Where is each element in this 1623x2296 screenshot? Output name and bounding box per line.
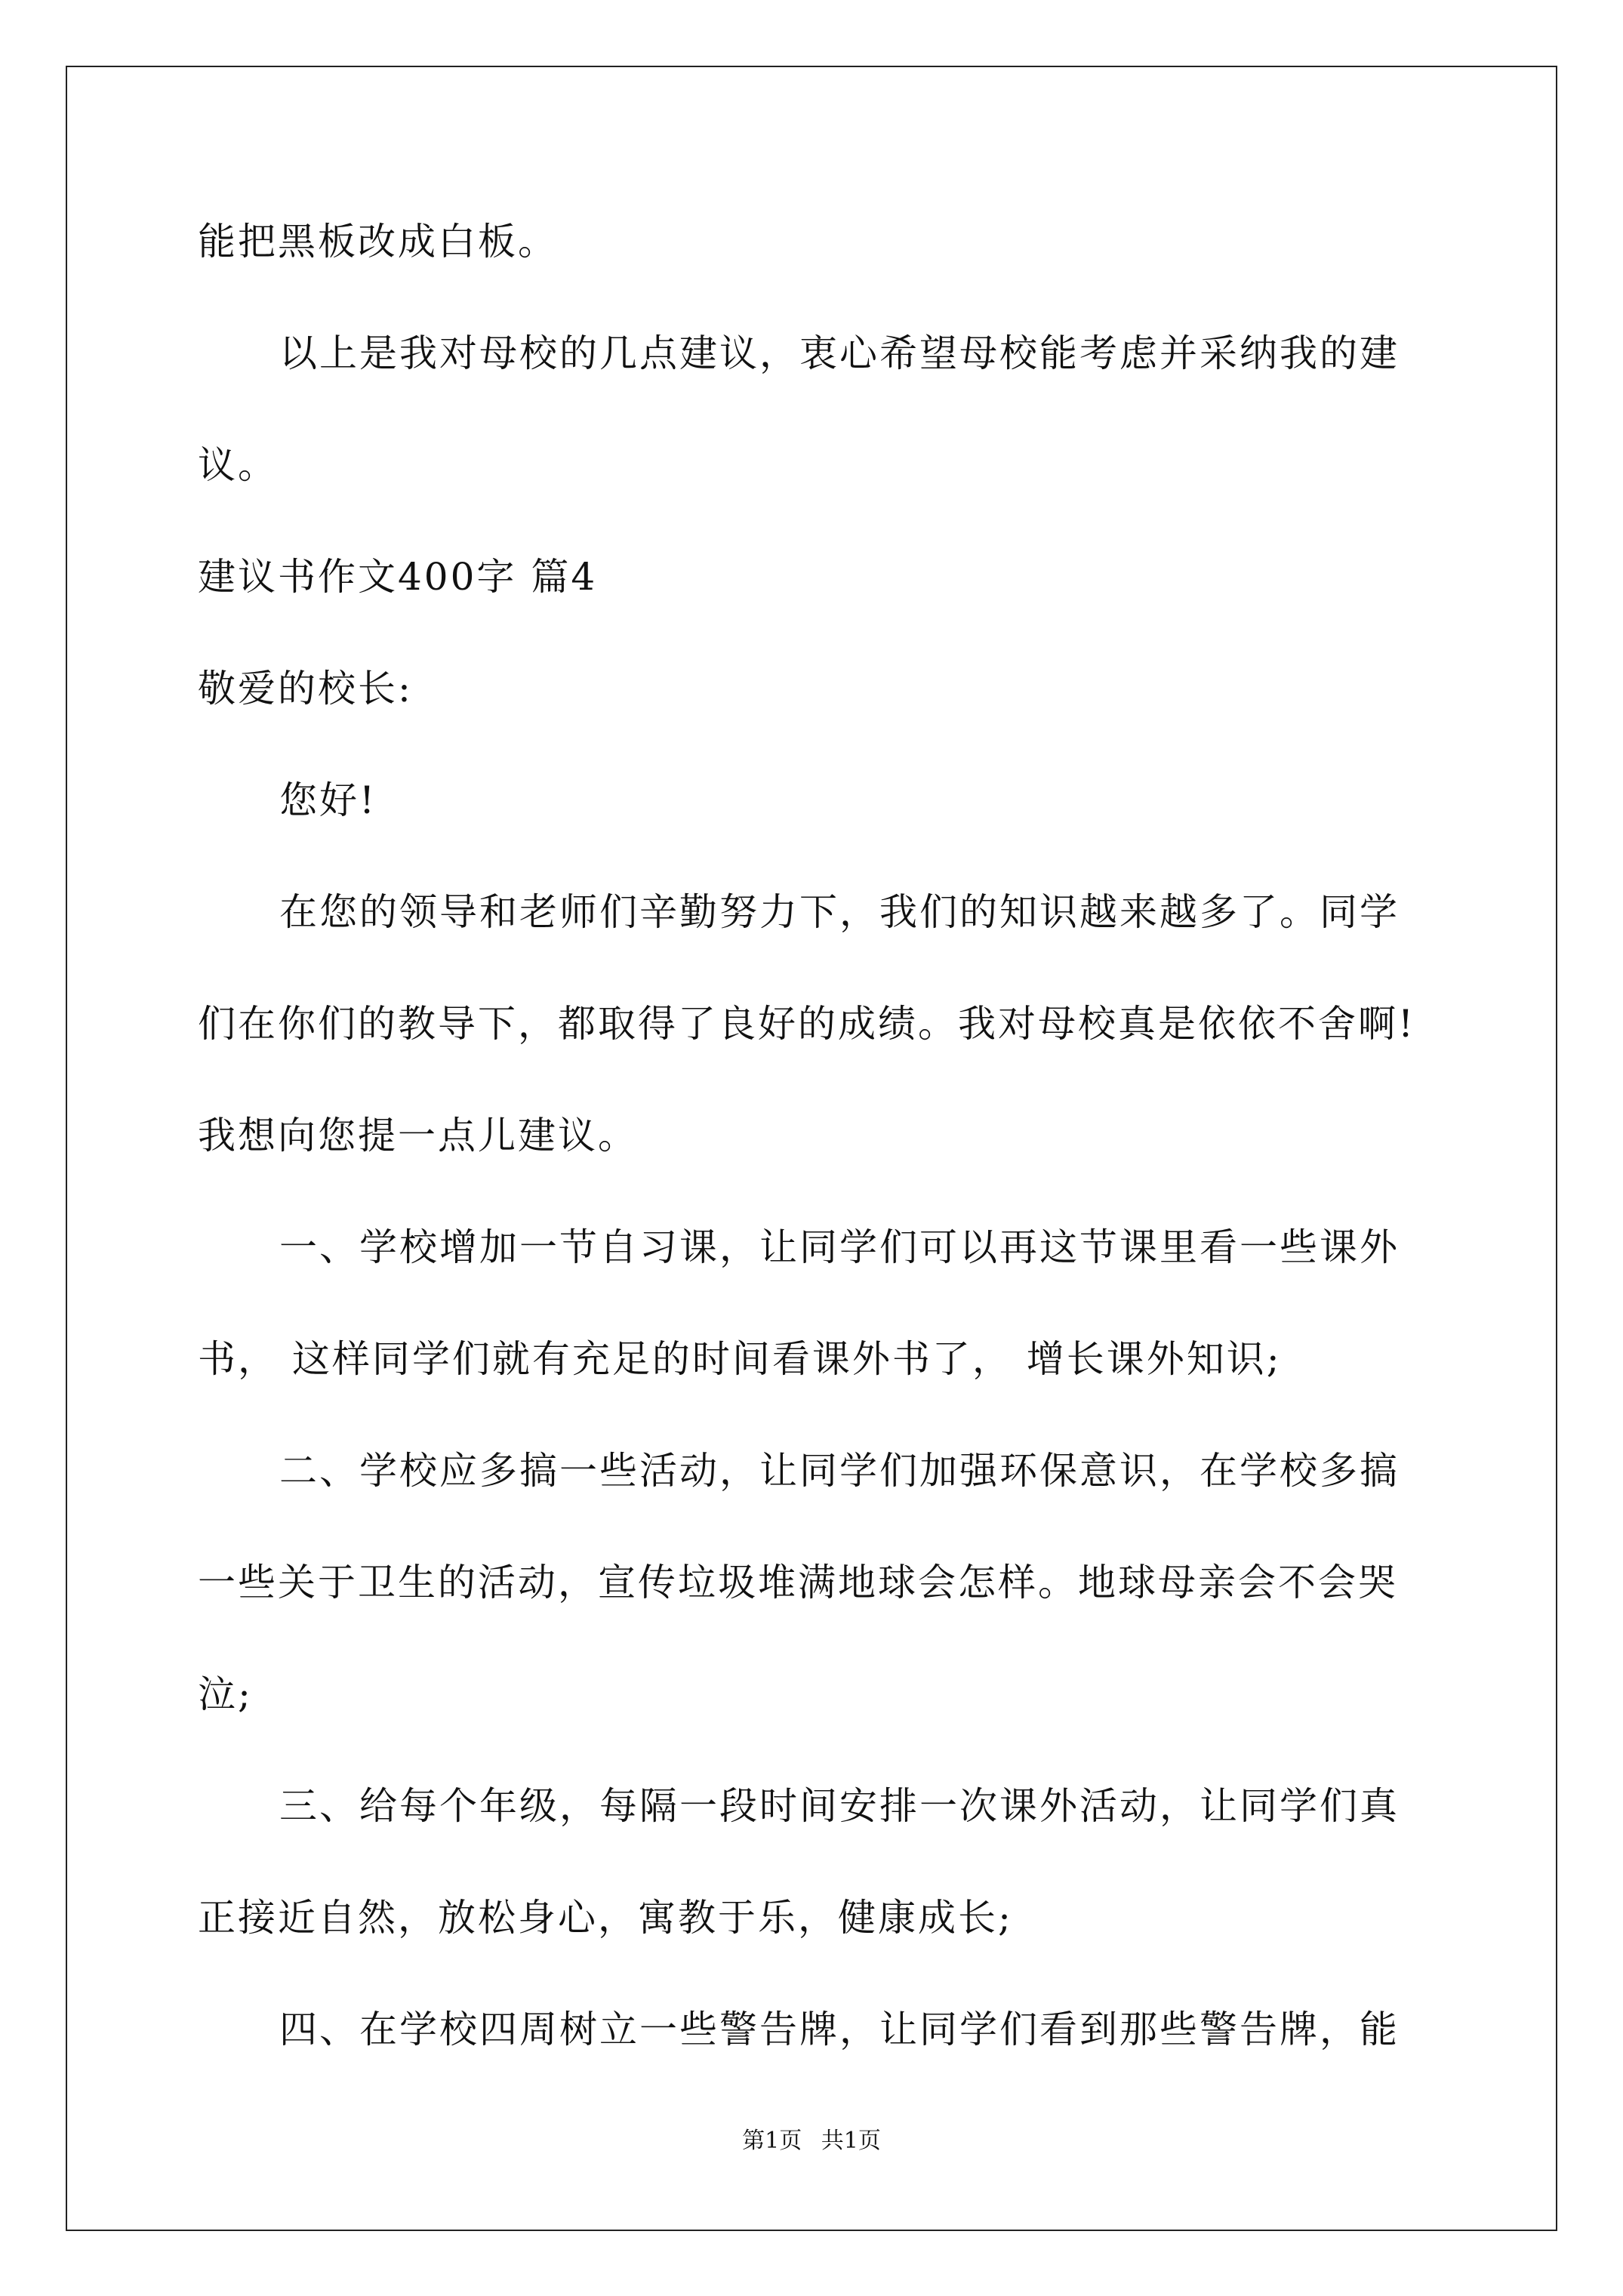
paragraph-line: 一、学校增加一节自习课，让同学们可以再这节课里看一些课外 bbox=[279, 1225, 1400, 1269]
paragraph-line: 在您的领导和老师们辛勤努力下，我们的知识越来越多了。同学 bbox=[279, 890, 1400, 934]
paragraph-line: 四、在学校四周树立一些警告牌，让同学们看到那些警告牌，能 bbox=[279, 2008, 1400, 2051]
text-line: 我想向您提一点儿建议。 bbox=[198, 1114, 638, 1157]
text-line: 们在你们的教导下，都取得了良好的成绩。我对母校真是依依不舍啊! bbox=[198, 1002, 1416, 1046]
page-number: 第1页 bbox=[742, 2128, 802, 2154]
text-line: 一些关于卫生的活动，宣传垃圾堆满地球会怎样。地球母亲会不会哭 bbox=[198, 1561, 1398, 1604]
section-heading: 建议书作文400字 篇4 bbox=[198, 555, 598, 599]
text-line: 泣; bbox=[198, 1672, 253, 1716]
text-line: 正接近自然，放松身心，寓教于乐，健康成长; bbox=[198, 1896, 1013, 1940]
salutation: 敬爱的校长: bbox=[198, 667, 413, 710]
greeting: 您好! bbox=[279, 778, 377, 822]
paragraph-line: 三、给每个年级，每隔一段时间安排一次课外活动，让同学们真 bbox=[279, 1784, 1400, 1828]
paragraph-line: 二、学校应多搞一些活动，让同学们加强环保意识，在学校多搞 bbox=[279, 1449, 1400, 1493]
text-line: 能把黑板改成白板。 bbox=[198, 220, 558, 264]
page-footer bbox=[0, 2128, 1623, 2155]
page-total: 共1页 bbox=[821, 2128, 881, 2154]
paragraph-line: 以上是我对母校的几点建议，衷心希望母校能考虑并采纳我的建 bbox=[279, 331, 1400, 375]
text-line: 书， 这样同学们就有充足的时间看课外书了， 增长课外知识; bbox=[198, 1337, 1282, 1381]
text-line: 议。 bbox=[198, 443, 278, 487]
